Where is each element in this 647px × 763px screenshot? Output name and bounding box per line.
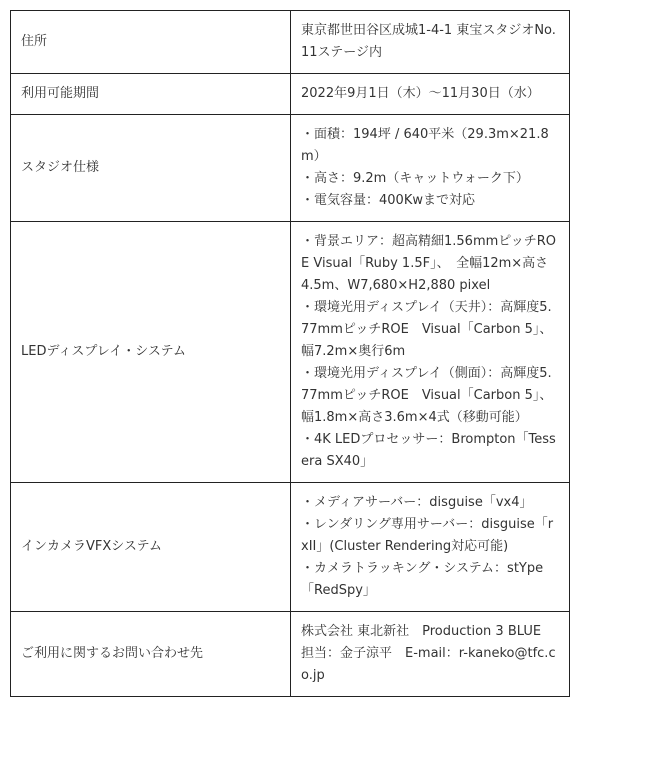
row-value-contact: [291, 612, 570, 697]
table-row: [11, 222, 570, 483]
value-line: ・4K LEDプロセッサー：Brompton「Tessera SX40」: [301, 432, 556, 469]
value-line: 株式会社 東北新社 Production 3 BLUE: [301, 624, 542, 639]
table-row: [11, 483, 570, 612]
row-value-studio-specs: [291, 115, 570, 222]
value-line: ・電気容量：400Kwまで対応: [301, 193, 475, 208]
value-line: ・環境光用ディスプレイ（側面）：高輝度5.77mmピッチROE Visual「Carbon 5」、幅1.8m×高さ3.6m×4式（移動可能）: [301, 366, 553, 425]
value-line: ・面積：194坪 / 640平米（29.3m×21.8m）: [301, 127, 549, 164]
row-value-address: [291, 11, 570, 74]
value-line: ・高さ：9.2m（キャットウォーク下）: [301, 171, 529, 186]
table-row: [11, 115, 570, 222]
value-line: ・環境光用ディスプレイ（天井）：高輝度5.77mmピッチROE Visual「Carbon 5」、幅7.2m×奥行6m: [301, 300, 553, 359]
row-value-led-display-system: [291, 222, 570, 483]
value-line: 2022年9月1日（木）〜11月30日（水）: [301, 86, 540, 101]
value-line: ・背景エリア：超高精細1.56mmピッチROE Visual「Ruby 1.5F」、 全幅12m×高さ4.5m、W7,680×H2,880 pixel: [301, 234, 557, 293]
studio-spec-table: [10, 10, 570, 697]
table-row: [11, 74, 570, 115]
table-row: [11, 612, 570, 697]
row-label-address: 住所: [11, 11, 291, 74]
row-label-studio-specs: スタジオ仕様: [11, 115, 291, 222]
row-value-availability-period: [291, 74, 570, 115]
row-value-incamera-vfx-system: [291, 483, 570, 612]
row-label-led-display-system: LEDディスプレイ・システム: [11, 222, 291, 483]
row-label-availability-period: 利用可能期間: [11, 74, 291, 115]
table-row: [11, 11, 570, 74]
value-line: 担当：金子涼平 E-mail：r-kaneko@tfc.co.jp: [301, 646, 556, 683]
value-line: ・レンダリング専用サーバー：disguise「rxII」(Cluster Rendering対応可能): [301, 517, 554, 554]
value-line: 東京都世田谷区成城1-4-1 東宝スタジオNo.11ステージ内: [301, 23, 556, 60]
value-line: ・メディアサーバー：disguise「vx4」: [301, 495, 533, 510]
value-line: ・カメラトラッキング・システム：stYpe「RedSpy」: [301, 561, 544, 598]
row-label-incamera-vfx-system: インカメラVFXシステム: [11, 483, 291, 612]
row-label-contact: ご利用に関するお問い合わせ先: [11, 612, 291, 697]
